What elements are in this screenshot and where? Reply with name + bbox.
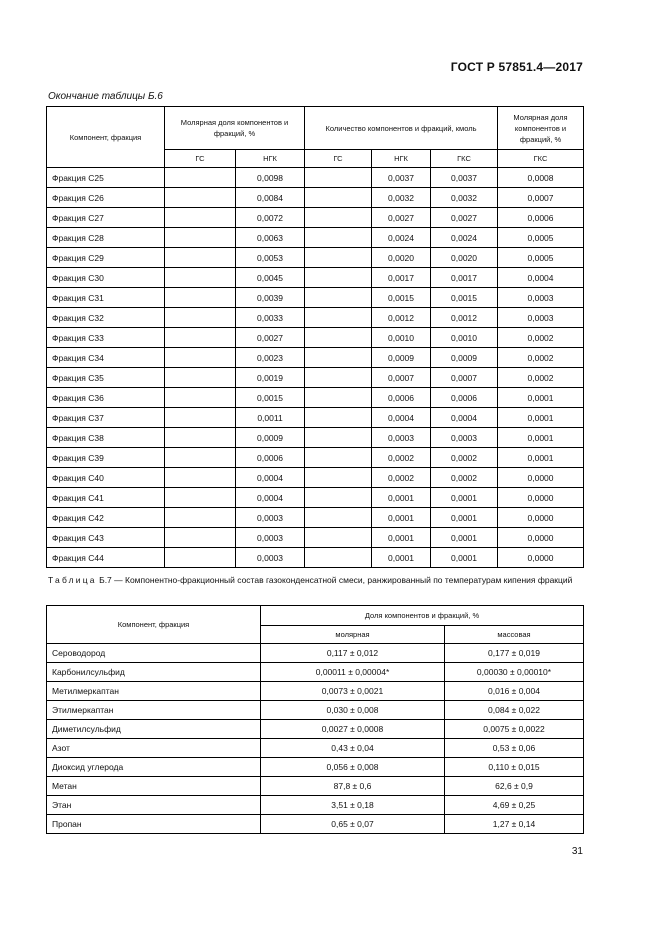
- molar-share-gs: [165, 288, 236, 308]
- molar-share-gs: [165, 448, 236, 468]
- component-name: Этилмеркаптан: [47, 701, 261, 720]
- table-row: [47, 663, 584, 682]
- molar-share-gs: [165, 548, 236, 568]
- header-molar-share: Молярная доля компонентов и фракций, %: [165, 107, 305, 150]
- table-row: [47, 248, 584, 268]
- table-row: [47, 308, 584, 328]
- header-component: Компонент, фракция: [47, 107, 165, 168]
- table-row: [47, 644, 584, 663]
- molar-share-ngk: 0,0004: [236, 468, 305, 488]
- page-number: 31: [571, 846, 583, 857]
- molar-share-gks: 0,0005: [498, 248, 584, 268]
- molar-share: 0,056 ± 0,008: [261, 758, 445, 777]
- quantity-ngk: 0,0001: [372, 548, 431, 568]
- molar-share-gs: [165, 248, 236, 268]
- molar-share-gks: 0,0000: [498, 468, 584, 488]
- table-row: [47, 815, 584, 834]
- mass-share: 0,110 ± 0,015: [445, 758, 584, 777]
- molar-share-gks: 0,0008: [498, 168, 584, 188]
- component-name: Метилмеркаптан: [47, 682, 261, 701]
- quantity-gks: 0,0027: [431, 208, 498, 228]
- molar-share-gs: [165, 328, 236, 348]
- molar-share-gs: [165, 428, 236, 448]
- component-name: Карбонилсульфид: [47, 663, 261, 682]
- component-name: Фракция C35: [47, 368, 165, 388]
- mass-share: 1,27 ± 0,14: [445, 815, 584, 834]
- table-row: [47, 720, 584, 739]
- mass-share: 0,084 ± 0,022: [445, 701, 584, 720]
- quantity-gks: 0,0037: [431, 168, 498, 188]
- quantity-gs: [305, 188, 372, 208]
- quantity-gks: 0,0007: [431, 368, 498, 388]
- component-name: Диоксид углерода: [47, 758, 261, 777]
- molar-share-gks: 0,0002: [498, 368, 584, 388]
- quantity-ngk: 0,0032: [372, 188, 431, 208]
- quantity-gks: 0,0001: [431, 488, 498, 508]
- molar-share: 0,030 ± 0,008: [261, 701, 445, 720]
- component-name: Фракция C26: [47, 188, 165, 208]
- molar-share-ngk: 0,0003: [236, 528, 305, 548]
- molar-share-ngk: 0,0003: [236, 548, 305, 568]
- table2-caption-label: Таблица: [48, 575, 97, 585]
- component-name: Фракция C27: [47, 208, 165, 228]
- molar-share-gks: 0,0002: [498, 328, 584, 348]
- quantity-gs: [305, 408, 372, 428]
- quantity-ngk: 0,0002: [372, 468, 431, 488]
- molar-share-ngk: 0,0003: [236, 508, 305, 528]
- molar-share: 0,00011 ± 0,00004*: [261, 663, 445, 682]
- header-component: Компонент, фракция: [47, 606, 261, 644]
- quantity-ngk: 0,0037: [372, 168, 431, 188]
- quantity-gs: [305, 488, 372, 508]
- component-name: Фракция C42: [47, 508, 165, 528]
- molar-share-gks: 0,0001: [498, 388, 584, 408]
- molar-share: 0,43 ± 0,04: [261, 739, 445, 758]
- quantity-gks: 0,0017: [431, 268, 498, 288]
- component-name: Азот: [47, 739, 261, 758]
- molar-share-gs: [165, 348, 236, 368]
- table-row: [47, 448, 584, 468]
- quantity-gks: 0,0015: [431, 288, 498, 308]
- molar-share-ngk: 0,0027: [236, 328, 305, 348]
- table2-caption-text: Б.7 — Компонентно-фракционный состав газоконденсатной смеси, ранжированный по температурам кипения фракций: [99, 575, 573, 585]
- quantity-ngk: 0,0009: [372, 348, 431, 368]
- mass-share: 62,6 ± 0,9: [445, 777, 584, 796]
- molar-share-gks: 0,0002: [498, 348, 584, 368]
- molar-share-ngk: 0,0009: [236, 428, 305, 448]
- table-b6-continuation: [46, 106, 584, 568]
- quantity-gs: [305, 268, 372, 288]
- quantity-gs: [305, 168, 372, 188]
- molar-share-gs: [165, 368, 236, 388]
- molar-share-ngk: 0,0033: [236, 308, 305, 328]
- molar-share-ngk: 0,0063: [236, 228, 305, 248]
- component-name: Фракция C44: [47, 548, 165, 568]
- quantity-gks: 0,0020: [431, 248, 498, 268]
- component-name: Фракция C38: [47, 428, 165, 448]
- quantity-ngk: 0,0007: [372, 368, 431, 388]
- component-name: Диметилсульфид: [47, 720, 261, 739]
- molar-share-gks: 0,0004: [498, 268, 584, 288]
- molar-share-gks: 0,0003: [498, 288, 584, 308]
- molar-share: 0,117 ± 0,012: [261, 644, 445, 663]
- quantity-gks: 0,0001: [431, 508, 498, 528]
- table-row: [47, 188, 584, 208]
- table-row: [47, 739, 584, 758]
- table-row: [47, 168, 584, 188]
- table-row: [47, 528, 584, 548]
- molar-share-gs: [165, 208, 236, 228]
- quantity-gs: [305, 348, 372, 368]
- molar-share-gs: [165, 508, 236, 528]
- quantity-gks: 0,0003: [431, 428, 498, 448]
- quantity-ngk: 0,0012: [372, 308, 431, 328]
- table-row: [47, 208, 584, 228]
- quantity-ngk: 0,0015: [372, 288, 431, 308]
- molar-share-ngk: 0,0019: [236, 368, 305, 388]
- molar-share-gs: [165, 188, 236, 208]
- molar-share-gs: [165, 388, 236, 408]
- molar-share-gks: 0,0000: [498, 528, 584, 548]
- component-name: Фракция C31: [47, 288, 165, 308]
- subheader-gs: ГС: [165, 150, 236, 168]
- quantity-ngk: 0,0001: [372, 508, 431, 528]
- quantity-gs: [305, 368, 372, 388]
- quantity-gs: [305, 328, 372, 348]
- component-name: Фракция C33: [47, 328, 165, 348]
- quantity-ngk: 0,0001: [372, 528, 431, 548]
- molar-share-gks: 0,0007: [498, 188, 584, 208]
- component-name: Фракция C43: [47, 528, 165, 548]
- component-name: Фракция C30: [47, 268, 165, 288]
- table-row: [47, 328, 584, 348]
- quantity-gks: 0,0006: [431, 388, 498, 408]
- quantity-gks: 0,0002: [431, 448, 498, 468]
- subheader-gks: ГКС: [498, 150, 584, 168]
- quantity-ngk: 0,0001: [372, 488, 431, 508]
- molar-share-ngk: 0,0011: [236, 408, 305, 428]
- subheader-gs: ГС: [305, 150, 372, 168]
- table2-body: [47, 644, 584, 834]
- mass-share: 0,00030 ± 0,00010*: [445, 663, 584, 682]
- quantity-gks: 0,0001: [431, 528, 498, 548]
- quantity-gks: 0,0004: [431, 408, 498, 428]
- table2-caption: [48, 574, 583, 587]
- molar-share-gs: [165, 308, 236, 328]
- quantity-gs: [305, 468, 372, 488]
- quantity-gs: [305, 548, 372, 568]
- molar-share-gks: 0,0005: [498, 228, 584, 248]
- document-code: ГОСТ Р 57851.4—2017: [450, 60, 583, 74]
- component-name: Фракция C29: [47, 248, 165, 268]
- quantity-gs: [305, 248, 372, 268]
- table1-caption: Окончание таблицы Б.6: [48, 91, 163, 102]
- molar-share-ngk: 0,0039: [236, 288, 305, 308]
- component-name: Фракция C36: [47, 388, 165, 408]
- mass-share: 0,53 ± 0,06: [445, 739, 584, 758]
- table-row: [47, 268, 584, 288]
- component-name: Фракция C37: [47, 408, 165, 428]
- component-name: Фракция C40: [47, 468, 165, 488]
- molar-share-gs: [165, 468, 236, 488]
- component-name: Фракция C41: [47, 488, 165, 508]
- table-row: [47, 408, 584, 428]
- table-row: [47, 228, 584, 248]
- molar-share-gs: [165, 268, 236, 288]
- quantity-gks: 0,0032: [431, 188, 498, 208]
- molar-share: 0,0027 ± 0,0008: [261, 720, 445, 739]
- molar-share-ngk: 0,0023: [236, 348, 305, 368]
- quantity-gs: [305, 228, 372, 248]
- subheader-ngk: НГК: [372, 150, 431, 168]
- mass-share: 4,69 ± 0,25: [445, 796, 584, 815]
- component-name: Фракция C39: [47, 448, 165, 468]
- table-row: [47, 368, 584, 388]
- molar-share-gs: [165, 528, 236, 548]
- quantity-ngk: 0,0010: [372, 328, 431, 348]
- table-row: [47, 682, 584, 701]
- component-name: Метан: [47, 777, 261, 796]
- mass-share: 0,016 ± 0,004: [445, 682, 584, 701]
- quantity-ngk: 0,0017: [372, 268, 431, 288]
- molar-share-gks: 0,0006: [498, 208, 584, 228]
- table-row: [47, 288, 584, 308]
- molar-share-gs: [165, 228, 236, 248]
- quantity-gks: 0,0010: [431, 328, 498, 348]
- subheader-mass: массовая: [445, 626, 584, 644]
- header-quantity: Количество компонентов и фракций, кмоль: [305, 107, 498, 150]
- quantity-ngk: 0,0002: [372, 448, 431, 468]
- table-row: [47, 796, 584, 815]
- table-row: [47, 348, 584, 368]
- quantity-ngk: 0,0024: [372, 228, 431, 248]
- mass-share: 0,177 ± 0,019: [445, 644, 584, 663]
- quantity-gks: 0,0001: [431, 548, 498, 568]
- subheader-molar: молярная: [261, 626, 445, 644]
- molar-share-gks: 0,0001: [498, 428, 584, 448]
- component-name: Фракция C32: [47, 308, 165, 328]
- quantity-ngk: 0,0020: [372, 248, 431, 268]
- quantity-gs: [305, 288, 372, 308]
- molar-share-gks: 0,0000: [498, 488, 584, 508]
- component-name: Этан: [47, 796, 261, 815]
- subheader-ngk: НГК: [236, 150, 305, 168]
- molar-share-ngk: 0,0053: [236, 248, 305, 268]
- quantity-gks: 0,0024: [431, 228, 498, 248]
- table-row: [47, 468, 584, 488]
- quantity-gs: [305, 308, 372, 328]
- table1-body: [47, 168, 584, 568]
- molar-share: 87,8 ± 0,6: [261, 777, 445, 796]
- molar-share-gs: [165, 488, 236, 508]
- molar-share-gks: 0,0000: [498, 508, 584, 528]
- table-row: [47, 508, 584, 528]
- component-name: Фракция C28: [47, 228, 165, 248]
- molar-share-gs: [165, 408, 236, 428]
- molar-share-ngk: 0,0015: [236, 388, 305, 408]
- table-row: [47, 758, 584, 777]
- table-row: [47, 548, 584, 568]
- molar-share-gks: 0,0001: [498, 408, 584, 428]
- molar-share-gks: 0,0000: [498, 548, 584, 568]
- table-row: [47, 488, 584, 508]
- molar-share-gks: 0,0001: [498, 448, 584, 468]
- quantity-gs: [305, 528, 372, 548]
- quantity-ngk: 0,0003: [372, 428, 431, 448]
- component-name: Пропан: [47, 815, 261, 834]
- quantity-gs: [305, 428, 372, 448]
- quantity-gs: [305, 208, 372, 228]
- quantity-gks: 0,0012: [431, 308, 498, 328]
- molar-share-gs: [165, 168, 236, 188]
- quantity-gks: 0,0009: [431, 348, 498, 368]
- quantity-ngk: 0,0027: [372, 208, 431, 228]
- header-molar-share-gks: Молярная доля компонентов и фракций, %: [498, 107, 584, 150]
- molar-share-ngk: 0,0004: [236, 488, 305, 508]
- molar-share-ngk: 0,0084: [236, 188, 305, 208]
- component-name: Сероводород: [47, 644, 261, 663]
- quantity-ngk: 0,0006: [372, 388, 431, 408]
- mass-share: 0,0075 ± 0,0022: [445, 720, 584, 739]
- table-row: [47, 388, 584, 408]
- subheader-gks: ГКС: [431, 150, 498, 168]
- quantity-gs: [305, 388, 372, 408]
- quantity-ngk: 0,0004: [372, 408, 431, 428]
- table-row: [47, 777, 584, 796]
- molar-share-ngk: 0,0072: [236, 208, 305, 228]
- table-row: [47, 428, 584, 448]
- quantity-gs: [305, 508, 372, 528]
- molar-share-gks: 0,0003: [498, 308, 584, 328]
- molar-share-ngk: 0,0006: [236, 448, 305, 468]
- quantity-gs: [305, 448, 372, 468]
- header-share: Доля компонентов и фракций, %: [261, 606, 584, 626]
- molar-share: 3,51 ± 0,18: [261, 796, 445, 815]
- quantity-gks: 0,0002: [431, 468, 498, 488]
- molar-share-ngk: 0,0045: [236, 268, 305, 288]
- molar-share-ngk: 0,0098: [236, 168, 305, 188]
- table-row: [47, 701, 584, 720]
- component-name: Фракция C25: [47, 168, 165, 188]
- molar-share: 0,0073 ± 0,0021: [261, 682, 445, 701]
- molar-share: 0,65 ± 0,07: [261, 815, 445, 834]
- table-b7: [46, 605, 584, 834]
- component-name: Фракция C34: [47, 348, 165, 368]
